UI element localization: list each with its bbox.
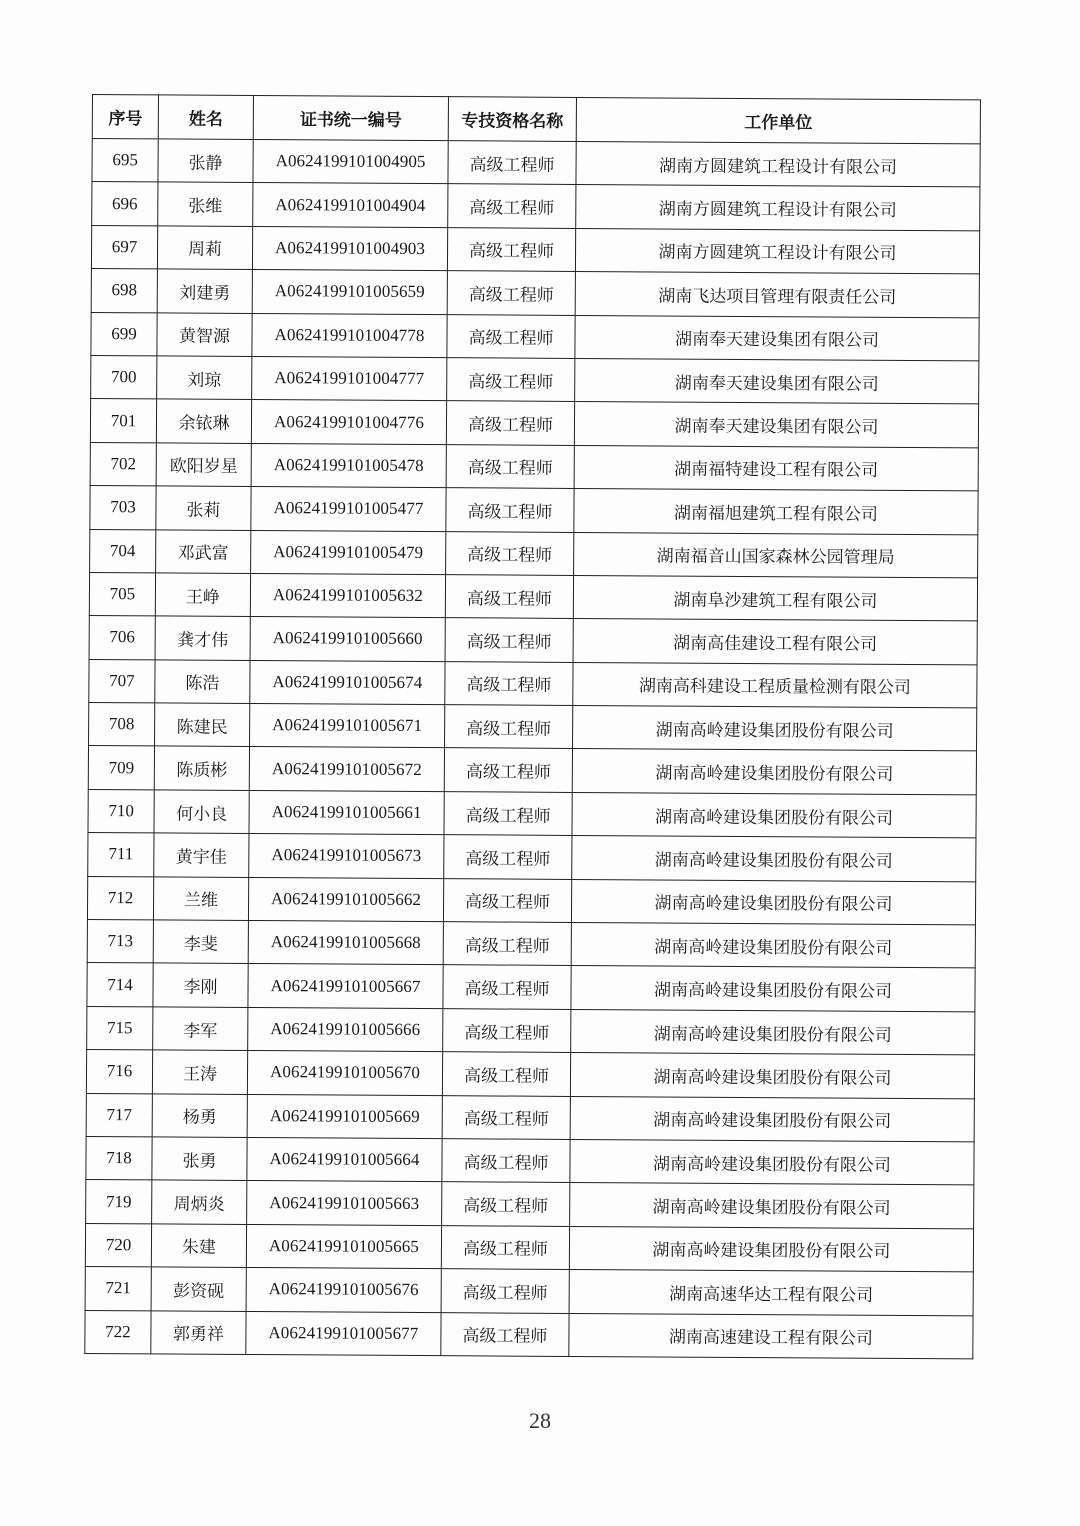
cell-work-unit: 湖南奉天建设集团有限公司: [574, 402, 978, 448]
cell-qualification: 高级工程师: [447, 227, 575, 271]
cell-work-unit: 湖南高岭建设集团股份有限公司: [572, 836, 976, 882]
cell-cert-number: A0624199101005667: [248, 964, 443, 1009]
roster-table: [84, 94, 981, 1359]
cell-cert-number: A0624199101005660: [250, 617, 445, 662]
cell-qualification: 高级工程师: [442, 1182, 570, 1226]
cell-qualification: 高级工程师: [445, 705, 573, 749]
cell-name: 张静: [158, 139, 253, 183]
cell-cert-number: A0624199101004905: [253, 139, 448, 184]
cell-seq: 704: [90, 529, 156, 573]
cell-qualification: 高级工程师: [444, 748, 572, 792]
cell-cert-number: A0624199101005677: [246, 1311, 441, 1356]
cell-name: 余铱琳: [156, 399, 251, 443]
cell-name: 黄智源: [157, 312, 252, 356]
table-row: [85, 1223, 973, 1272]
cell-name: 王峥: [155, 573, 250, 617]
cell-name: 黄宇佳: [154, 833, 249, 877]
cell-name: 何小良: [154, 790, 249, 834]
cell-qualification: 高级工程师: [446, 531, 574, 575]
cell-qualification: 高级工程师: [445, 618, 573, 662]
cell-work-unit: 湖南飞达项目管理有限责任公司: [575, 272, 979, 318]
header-name: 姓名: [158, 95, 253, 140]
cell-qualification: 高级工程师: [443, 1008, 571, 1052]
cell-cert-number: A0624199101005668: [248, 921, 443, 966]
table-row: [90, 486, 978, 535]
cell-work-unit: 湖南高岭建设集团股份有限公司: [571, 922, 975, 968]
cell-name: 郭勇祥: [151, 1310, 246, 1354]
table-body: [85, 139, 980, 1359]
cell-seq: 702: [90, 442, 156, 486]
cell-work-unit: 湖南福特建设工程有限公司: [574, 445, 978, 491]
cell-work-unit: 湖南高岭建设集团股份有限公司: [570, 1053, 974, 1099]
cell-seq: 707: [89, 659, 155, 703]
cell-qualification: 高级工程师: [443, 922, 571, 966]
cell-name: 彭资砚: [151, 1267, 246, 1311]
cell-cert-number: A0624199101005663: [247, 1181, 442, 1226]
table-header-row: [92, 95, 980, 144]
cell-name: 张维: [158, 182, 253, 226]
cell-qualification: 高级工程师: [447, 271, 575, 315]
table-row: [86, 1050, 974, 1099]
cell-cert-number: A0624199101005673: [249, 834, 444, 879]
cell-qualification: 高级工程师: [448, 141, 576, 185]
cell-work-unit: 湖南高岭建设集团股份有限公司: [572, 749, 976, 795]
table-row: [91, 355, 979, 404]
cell-cert-number: A0624199101005632: [250, 573, 445, 618]
table-row: [90, 529, 978, 578]
cell-cert-number: A0624199101005670: [247, 1051, 442, 1096]
cell-seq: 721: [85, 1267, 151, 1311]
table-row: [87, 920, 975, 969]
cell-qualification: 高级工程师: [442, 1052, 570, 1096]
cell-seq: 716: [86, 1050, 152, 1094]
cell-qualification: 高级工程师: [441, 1225, 569, 1269]
header-seq: 序号: [92, 95, 158, 139]
cell-seq: 699: [91, 312, 157, 356]
table-row: [86, 1136, 974, 1185]
cell-seq: 709: [88, 746, 154, 790]
cell-seq: 695: [92, 139, 158, 183]
table-row: [88, 746, 976, 795]
table-row: [89, 616, 977, 665]
table-row: [91, 312, 979, 361]
table-row: [87, 876, 975, 925]
cell-cert-number: A0624199101005674: [250, 660, 445, 705]
cell-work-unit: 湖南高速建设工程有限公司: [569, 1313, 973, 1359]
cell-work-unit: 湖南高岭建设集团股份有限公司: [571, 966, 975, 1012]
cell-work-unit: 湖南方圆建筑工程设计有限公司: [576, 141, 980, 187]
table-row: [91, 225, 979, 274]
cell-name: 邓武富: [156, 529, 251, 573]
cell-cert-number: A0624199101004777: [252, 356, 447, 401]
cell-seq: 708: [89, 703, 155, 747]
cell-name: 王涛: [152, 1050, 247, 1094]
cell-cert-number: A0624199101005665: [246, 1224, 441, 1269]
cell-cert-number: A0624199101005479: [251, 530, 446, 575]
cell-qualification: 高级工程师: [446, 488, 574, 532]
cell-seq: 717: [86, 1093, 152, 1137]
cell-cert-number: A0624199101005664: [247, 1137, 442, 1182]
cell-seq: 698: [91, 269, 157, 313]
header-cert-number: 证书统一编号: [253, 95, 448, 140]
cell-work-unit: 湖南方圆建筑工程设计有限公司: [575, 228, 979, 274]
table-row: [88, 789, 976, 838]
cell-name: 李斐: [153, 920, 248, 964]
cell-qualification: 高级工程师: [446, 444, 574, 488]
cell-name: 杨勇: [152, 1093, 247, 1137]
cell-seq: 697: [91, 225, 157, 269]
cell-work-unit: 湖南高岭建设集团股份有限公司: [570, 1139, 974, 1185]
cell-cert-number: A0624199101004904: [253, 183, 448, 228]
cell-work-unit: 湖南高岭建设集团股份有限公司: [572, 792, 976, 838]
cell-seq: 722: [85, 1310, 151, 1354]
table-row: [85, 1310, 973, 1359]
cell-name: 李军: [153, 1007, 248, 1051]
table-row: [85, 1267, 973, 1316]
table-row: [92, 182, 980, 231]
cell-qualification: 高级工程师: [445, 661, 573, 705]
cell-seq: 712: [87, 876, 153, 920]
cell-cert-number: A0624199101004903: [252, 226, 447, 271]
cell-seq: 710: [88, 789, 154, 833]
cell-work-unit: 湖南高岭建设集团股份有限公司: [570, 1183, 974, 1229]
cell-qualification: 高级工程师: [446, 401, 574, 445]
table-row: [88, 833, 976, 882]
cell-cert-number: A0624199101005661: [249, 790, 444, 835]
cell-seq: 703: [90, 486, 156, 530]
cell-seq: 696: [92, 182, 158, 226]
cell-name: 朱建: [151, 1224, 246, 1268]
cell-name: 周莉: [157, 226, 252, 270]
cell-cert-number: A0624199101005671: [250, 704, 445, 749]
table-row: [86, 1093, 974, 1142]
cell-seq: 705: [89, 572, 155, 616]
cell-qualification: 高级工程师: [444, 792, 572, 836]
cell-qualification: 高级工程师: [448, 184, 576, 228]
cell-name: 张莉: [156, 486, 251, 530]
cell-work-unit: 湖南阜沙建筑工程有限公司: [573, 575, 977, 621]
cell-work-unit: 湖南高岭建设集团股份有限公司: [571, 879, 975, 925]
cell-seq: 700: [91, 355, 157, 399]
cell-qualification: 高级工程师: [447, 358, 575, 402]
cell-cert-number: A0624199101004778: [252, 313, 447, 358]
table-row: [89, 659, 977, 708]
cell-work-unit: 湖南高岭建设集团股份有限公司: [573, 706, 977, 752]
cell-qualification: 高级工程师: [442, 1095, 570, 1139]
cell-seq: 706: [89, 616, 155, 660]
cell-cert-number: A0624199101005477: [251, 487, 446, 532]
header-qualification: 专技资格名称: [448, 97, 576, 142]
cell-name: 陈质彬: [154, 746, 249, 790]
cell-qualification: 高级工程师: [445, 575, 573, 619]
cell-qualification: 高级工程师: [444, 835, 572, 879]
cell-cert-number: A0624199101005659: [252, 270, 447, 315]
cell-name: 李刚: [153, 963, 248, 1007]
cell-name: 刘琼: [157, 356, 252, 400]
cell-seq: 701: [90, 399, 156, 443]
table-row: [89, 572, 977, 621]
cell-qualification: 高级工程师: [441, 1312, 569, 1356]
cell-name: 刘建勇: [157, 269, 252, 313]
cell-work-unit: 湖南高岭建设集团股份有限公司: [569, 1226, 973, 1272]
cell-name: 陈浩: [155, 660, 250, 704]
cell-work-unit: 湖南奉天建设集团有限公司: [575, 358, 979, 404]
cell-name: 兰维: [153, 877, 248, 921]
cell-qualification: 高级工程师: [441, 1269, 569, 1313]
header-work-unit: 工作单位: [576, 97, 980, 143]
cell-work-unit: 湖南高岭建设集团股份有限公司: [571, 1009, 975, 1055]
table-row: [87, 963, 975, 1012]
cell-name: 陈建民: [155, 703, 250, 747]
table-row: [90, 399, 978, 448]
cell-work-unit: 湖南奉天建设集团有限公司: [575, 315, 979, 361]
cell-work-unit: 湖南福音山国家森林公园管理局: [574, 532, 978, 578]
cell-seq: 714: [87, 963, 153, 1007]
cell-work-unit: 湖南高速华达工程有限公司: [569, 1270, 973, 1316]
table-row: [89, 703, 977, 752]
cell-qualification: 高级工程师: [443, 965, 571, 1009]
cell-seq: 711: [88, 833, 154, 877]
cell-cert-number: A0624199101005669: [247, 1094, 442, 1139]
cell-seq: 715: [87, 1006, 153, 1050]
table-row: [90, 442, 978, 491]
table-row: [87, 1006, 975, 1055]
table-row: [91, 269, 979, 318]
cell-cert-number: A0624199101005666: [248, 1007, 443, 1052]
cell-seq: 718: [86, 1136, 152, 1180]
cell-work-unit: 湖南高科建设工程质量检测有限公司: [573, 662, 977, 708]
cell-seq: 720: [85, 1223, 151, 1267]
cell-name: 龚才伟: [155, 616, 250, 660]
table-row: [86, 1180, 974, 1229]
cell-work-unit: 湖南高佳建设工程有限公司: [573, 619, 977, 665]
cell-work-unit: 湖南方圆建筑工程设计有限公司: [576, 185, 980, 231]
cell-qualification: 高级工程师: [442, 1139, 570, 1183]
page-number: 28: [529, 1408, 551, 1433]
cell-qualification: 高级工程师: [447, 314, 575, 358]
cell-cert-number: A0624199101005478: [251, 443, 446, 488]
cell-cert-number: A0624199101005676: [246, 1268, 441, 1313]
cell-seq: 719: [86, 1180, 152, 1224]
cell-cert-number: A0624199101004776: [251, 400, 446, 445]
cell-work-unit: 湖南福旭建筑工程有限公司: [574, 489, 978, 535]
cell-seq: 713: [87, 920, 153, 964]
table-row: [92, 139, 980, 188]
cell-name: 周炳炎: [152, 1180, 247, 1224]
cell-qualification: 高级工程师: [443, 878, 571, 922]
cell-cert-number: A0624199101005672: [249, 747, 444, 792]
cell-work-unit: 湖南高岭建设集团股份有限公司: [570, 1096, 974, 1142]
cell-name: 张勇: [152, 1137, 247, 1181]
cell-cert-number: A0624199101005662: [248, 877, 443, 922]
cell-name: 欧阳岁星: [156, 443, 251, 487]
